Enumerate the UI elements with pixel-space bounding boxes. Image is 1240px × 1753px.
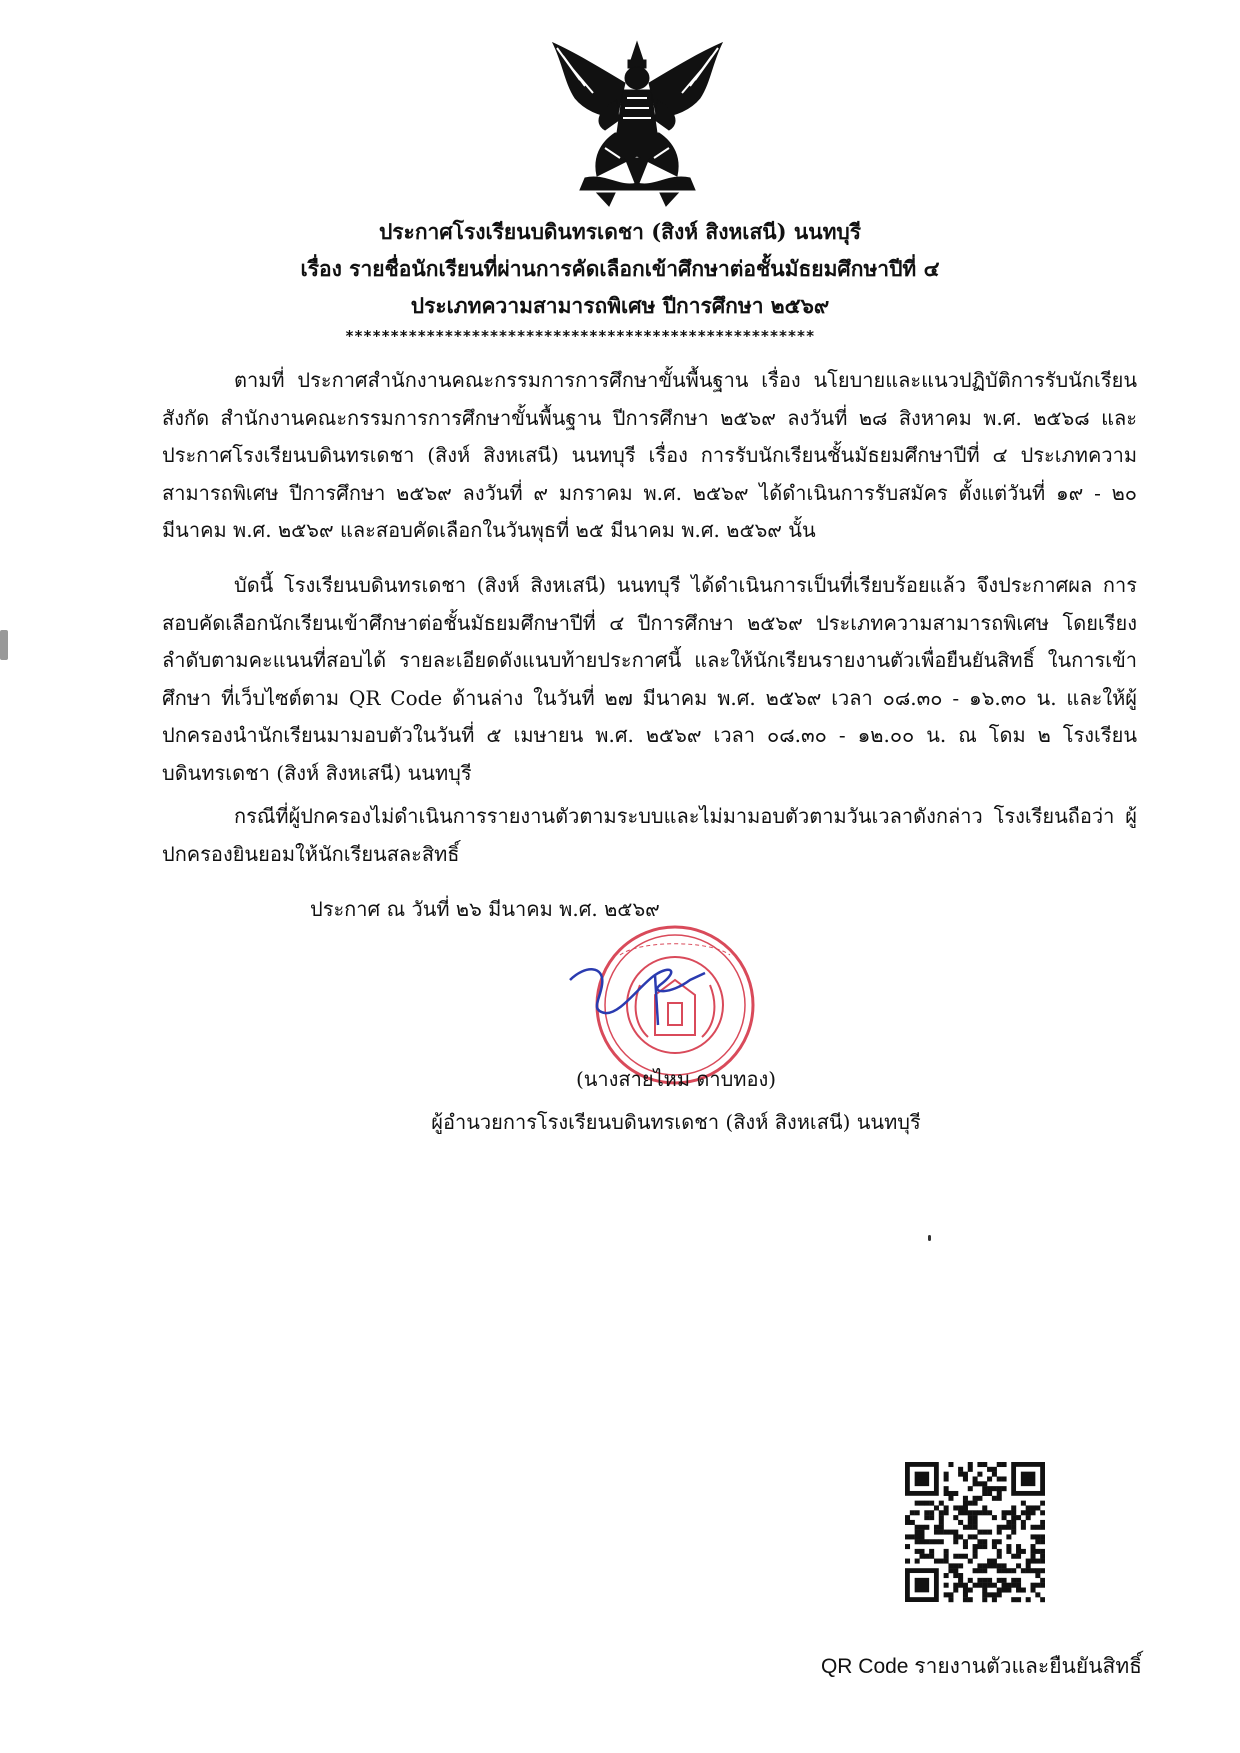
issued-date: ประกาศ ณ วันที่ ๒๖ มีนาคม พ.ศ. ๒๕๖๙ <box>310 897 660 921</box>
scan-edge-mark <box>0 630 8 660</box>
announcement-subject: เรื่อง รายชื่อนักเรียนที่ผ่านการคัดเลือกเข้าศึกษาต่อชั้นมัธยมศึกษาปีที่ ๔ <box>300 256 940 281</box>
title-divider: **************************************************** <box>345 327 815 345</box>
signer-name: (นางสายไหม ดาบทอง) <box>575 1067 777 1091</box>
announcement-category: ประเภทความสามารถพิเศษ ปีการศึกษา ๒๕๖๙ <box>410 293 830 318</box>
body-paragraph-3: กรณีที่ผู้ปกครองไม่ดำเนินการรายงานตัวตามระบบและไม่มามอบตัวตามวันเวลาดังกล่าว โรงเรียนถือว่า ผู้ปกครองยินยอมให้นักเรียนสละสิทธิ์ <box>162 804 1137 866</box>
signer-title: ผู้อำนวยการโรงเรียนบดินทรเดชา (สิงห์ สิงหเสนี) นนทบุรี <box>431 1110 921 1134</box>
body-paragraph-2: บัดนี้ โรงเรียนบดินทรเดชา (สิงห์ สิงหเสนี) นนทบุรี ได้ดำเนินการเป็นที่เรียบร้อยแล้ว จึงประกาศผล การสอบคัดเลือกนักเรียนเข้าศึกษาต่อชั้นมัธยมศึกษาปีที่ ๔ ปีการศึกษา ๒๕๖๙ ประเภทความสามารถพิเศษ โดยเรียงลำดับตามคะแนนที่สอบได้ รายละเอียดดังแนบท้ายประกาศนี้ และให้นักเรียนรายงานตัวเพื่อยืนยันสิทธิ์ ในการเข้าศึกษา ที่เว็บไซต์ตาม QR Code ด้านล่าง ในวันที่ ๒๗ มีนาคม พ.ศ. ๒๕๖๙ เวลา ๐๘.๓๐ - ๑๖.๓๐ น. และให้ผู้ปกครองนำนักเรียนมามอบตัวในวันที่ ๕ เมษายน พ.ศ. ๒๕๖๙ เวลา ๐๘.๓๐ - ๑๒.๐๐ น. ณ โดม ๒ โรงเรียนบดินทรเดชา (สิงห์ สิงหเสนี) นนทบุรี <box>162 573 1137 785</box>
body-paragraph-1: ตามที่ ประกาศสำนักงานคณะกรรมการการศึกษาขั้นพื้นฐาน เรื่อง นโยบายและแนวปฏิบัติการรับนักเรียน สังกัด สำนักงานคณะกรรมการการศึกษาขั้นพื้นฐาน ปีการศึกษา ๒๕๖๙ ลงวันที่ ๒๘ สิงหาคม พ.ศ. ๒๕๖๘ และประกาศโรงเรียนบดินทรเดชา (สิงห์ สิงหเสนี) นนทบุรี เรื่อง การรับนักเรียนชั้นมัธยมศึกษาปีที่ ๔ ประเภทความสามารถพิเศษ ปีการศึกษา ๒๕๖๙ ลงวันที่ ๙ มกราคม พ.ศ. ๒๕๖๙ ได้ดำเนินการรับสมัคร ตั้งแต่วันที่ ๑๙ - ๒๐ มีนาคม พ.ศ. ๒๕๖๙ และสอบคัดเลือกในวันพุธที่ ๒๕ มีนาคม พ.ศ. ๒๕๖๙ นั้น <box>162 368 1137 542</box>
speck <box>928 1235 931 1241</box>
qr-code-icon[interactable] <box>905 1462 1045 1632</box>
qr-code-caption: QR Code รายงานตัวและยืนยันสิทธิ์ <box>820 1655 1142 1678</box>
garuda-emblem-icon <box>545 38 730 208</box>
announcement-title: ประกาศโรงเรียนบดินทรเดชา (สิงห์ สิงหเสนี) นนทบุรี <box>378 219 862 244</box>
